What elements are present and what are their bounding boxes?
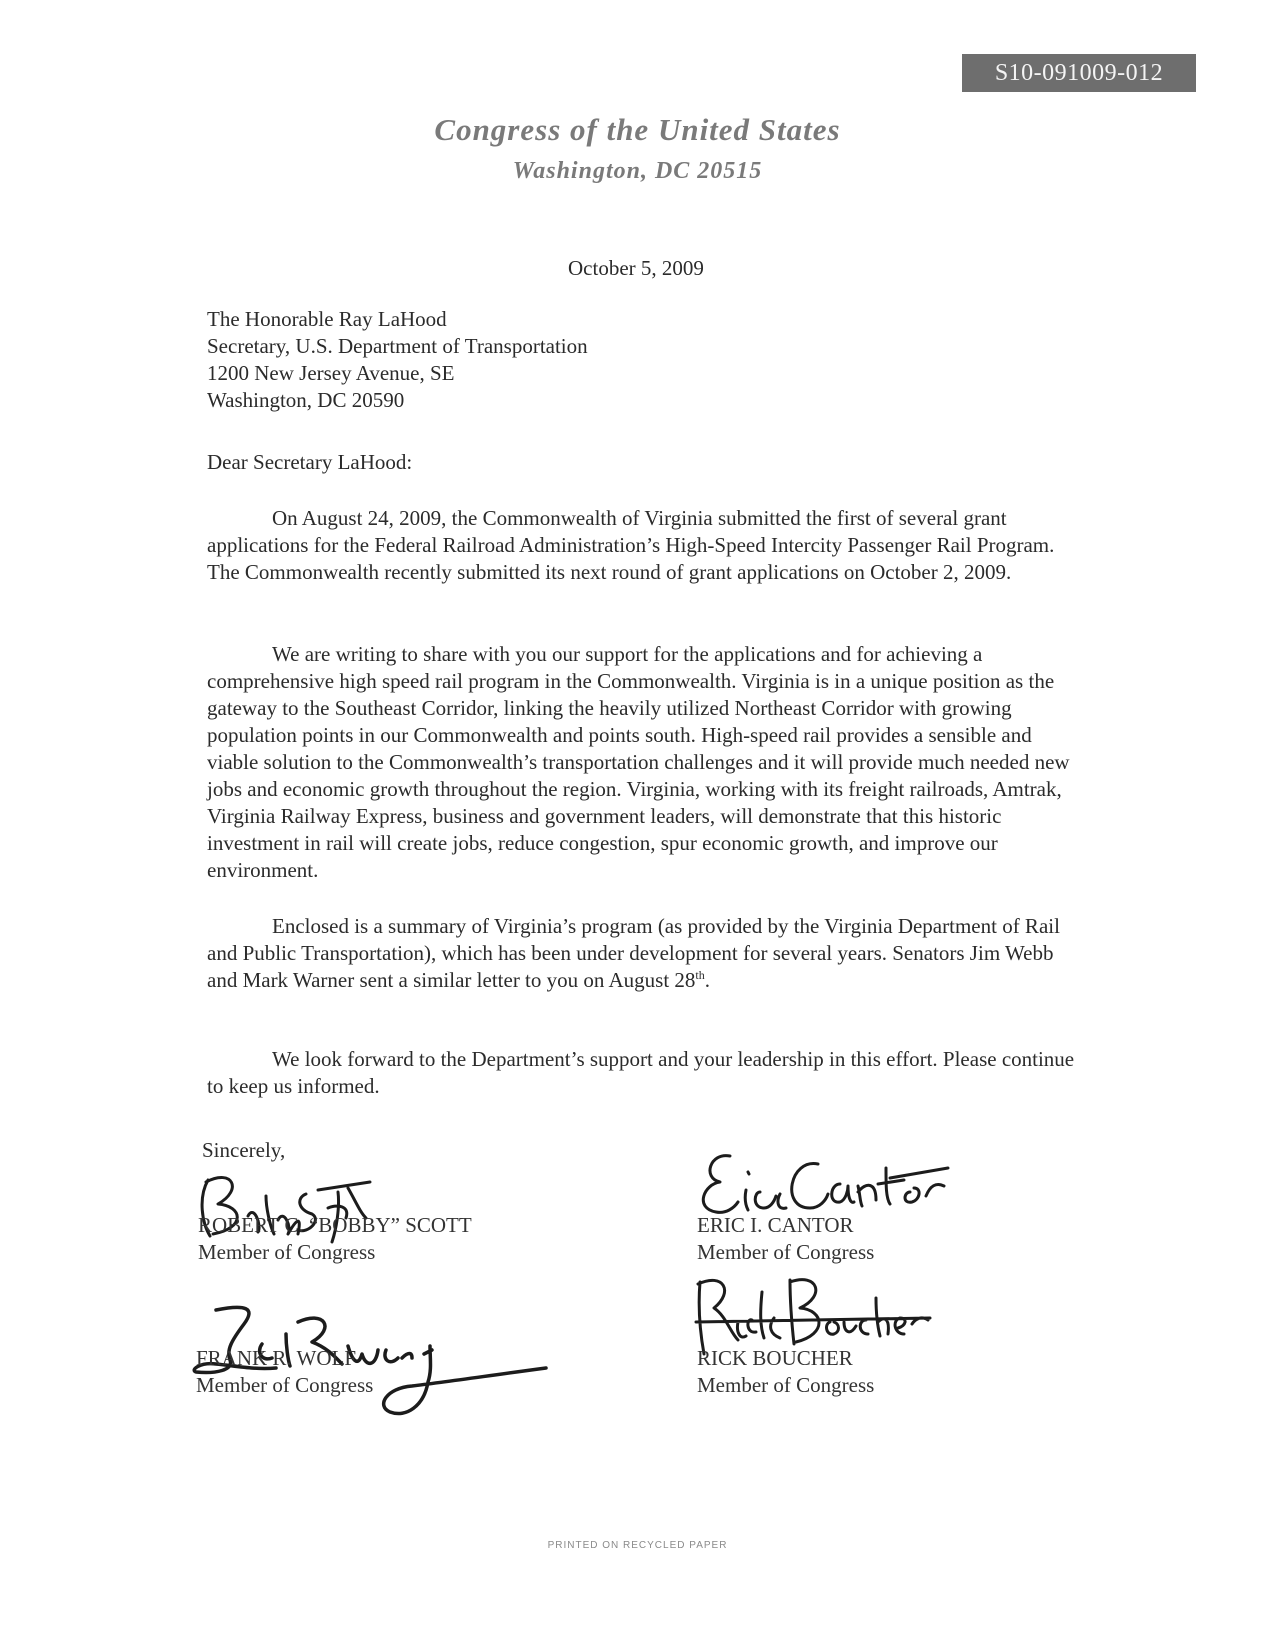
signatory-title-wolf: Member of Congress [196, 1373, 374, 1397]
body-paragraph-1: On August 24, 2009, the Commonwealth of Virginia submitted the first of several grant applications for the Federal Railroad Administration’s High-Speed Intercity Passenger Rail Program. The Commonwealth recently submitted its next round of grant applications on October 2, 2009. [207, 506, 1055, 584]
body-paragraph-4: We look forward to the Department’s support and your leadership in this effort. Please continue to keep us informed. [207, 1047, 1075, 1098]
recipient-name: The Honorable Ray LaHood [207, 307, 447, 331]
closing: Sincerely, [202, 1138, 286, 1162]
signatory-title-cantor: Member of Congress [697, 1240, 875, 1264]
letterhead-title: Congress of the United States [434, 112, 841, 147]
body-paragraph-3 [207, 913, 1077, 994]
signatory-name-scott: ROBERT C. “BOBBY” SCOTT [198, 1213, 472, 1237]
signatory-name-boucher: RICK BOUCHER [697, 1346, 853, 1370]
body-paragraph-3-text: Enclosed is a summary of Virginia’s program (as provided by the Virginia Department of Rail and Public Transportation), which has been under development for several years. Senators Jim Webb and Mark Warner sent a similar letter to you on August 28 [207, 914, 1060, 992]
signatory-title-boucher: Member of Congress [697, 1373, 875, 1397]
signatory-name-wolf: FRANK R. WOLF [196, 1346, 357, 1370]
ordinal-suffix: th [695, 968, 705, 982]
recipient-street: 1200 New Jersey Avenue, SE [207, 361, 455, 385]
recipient-city: Washington, DC 20590 [207, 388, 405, 412]
signatory-title-scott: Member of Congress [198, 1240, 376, 1264]
recipient-title: Secretary, U.S. Department of Transportation [207, 334, 588, 358]
signatory-name-cantor: ERIC I. CANTOR [697, 1213, 854, 1237]
body-paragraph-3-end: . [704, 968, 710, 992]
salutation: Dear Secretary LaHood: [207, 450, 413, 474]
document-id-stamp: S10-091009-012 [962, 54, 1196, 92]
body-paragraph-2: We are writing to share with you our support for the applications and for achieving a comprehensive high speed rail program in the Commonwealth. Virginia is in a unique position as the gateway to the Southeast Corridor, linking the heavily utilized Northeast Corridor with growing population points in our Commonwealth and points south. High-speed rail provides a sensible and viable solution to the Commonwealth’s transportation challenges and it will provide much needed new jobs and economic growth throughout the region. Virginia, working with its freight railroads, Amtrak, Virginia Railway Express, business and government leaders, will demonstrate that this historic investment in rail will create jobs, reduce congestion, spur economic growth, and improve our environment. [207, 642, 1070, 882]
letterhead-city: Washington, DC 20515 [512, 158, 763, 184]
letter-date: October 5, 2009 [568, 256, 704, 280]
recycled-paper-notice: PRINTED ON RECYCLED PAPER [547, 1540, 728, 1551]
